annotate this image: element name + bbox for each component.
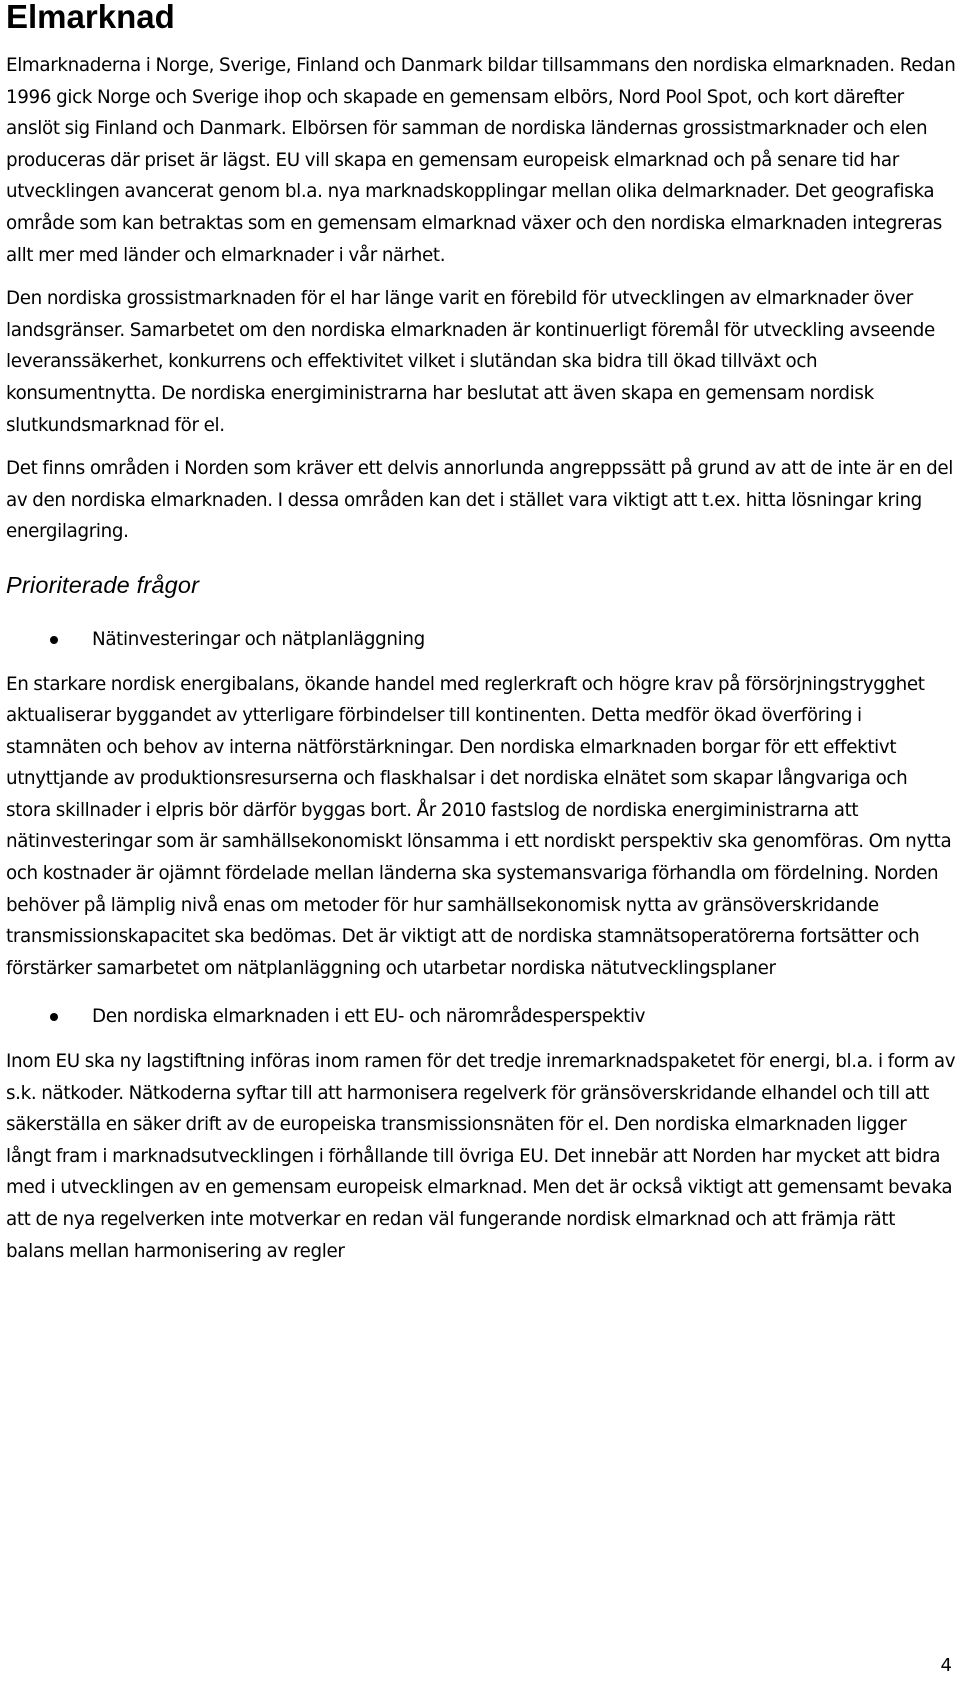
third-paragraph: Det finns områden i Norden som kräver ett delvis annorlunda angreppssätt på grund av att de inte är en del av den nordiska elmarknaden. I dessa områden kan det i stället vara viktigt att t.ex. hitta lösningar kring energilagring. (6, 458, 953, 543)
bullet-label: Nätinvesteringar och nätplanläggning (92, 628, 425, 650)
bullet-dot-icon (50, 636, 58, 644)
document-page (6, 0, 956, 1267)
bullet-paragraph: En starkare nordisk energibalans, ökande handel med reglerkraft och högre krav på försörjningstrygghet aktualiserar byggandet av ytterligare förbindelser till kontinenten. Detta medför ökad överföring i stamnäten och behov av interna nätförstärkningar. Den nordiska elmarknaden borgar för ett effektivt utnyttjande av produktionsresurserna och flaskhalsar i det nordiska elnätet som skapar långvariga och stora skillnader i elpris bör därför byggas bort. År 2010 fastslog de nordiska energiministrarna att nätinvesteringar som är samhällsekonomiskt lönsamma i ett nordiskt perspektiv ska genomföras. Om nytta och kostnader är ojämnt fördelade mellan länderna ska systemansvariga förhandla om fördelning. Norden behöver på lämplig nivå enas om metoder för hur samhällsekonomisk nytta av gränsöverskridande transmissionskapacitet ska bedömas. Det är viktigt att de nordiska stamnätsoperatörerna fortsätter och förstärker samarbetet om nätplanläggning och utarbetar nordiska nätutvecklingsplaner (6, 673, 952, 979)
bullet-paragraph: Inom EU ska ny lagstiftning införas inom ramen för det tredje inremarknadspaketet för energi, bl.a. i form av s.k. nätkoder. Nätkoderna syftar till att harmonisera regelverk för gränsöverskridande elhandel och till att säkerställa en säker drift av de europeiska transmissionsnäten för el. Den nordiska elmarknaden ligger långt fram i marknadsutvecklingen i förhållande till övriga EU. Det innebär att Norden har mycket att bidra med i utvecklingen av en gemensam europeisk elmarknad. Men det är också viktigt att gemensamt bevaka att de nya regelverken inte motverkar en redan väl fungerande nordisk elmarknad och att främja rätt balans mellan harmonisering av regler (6, 1051, 956, 1262)
second-paragraph: Den nordiska grossistmarknaden för el har länge varit en förebild för utvecklingen av elmarknader över landsgränser. Samarbetet om den nordiska elmarknaden är kontinuerligt föremål för utveckling avseende leveranssäkerhet, konkurrens och effektivitet vilket i slutändan ska bidra till ökad tillväxt och konsumentnytta. De nordiska energiministrarna har beslutat att även skapa en gemensam nordisk slutkundsmarknad för el. (6, 288, 935, 436)
bullet-dot-icon (50, 1013, 58, 1021)
page-number: 4 (940, 1655, 952, 1676)
bullet-item (50, 1001, 956, 1033)
intro-paragraph: Elmarknaderna i Norge, Sverige, Finland och Danmark bildar tillsammans den nordiska elmarknaden. Redan 1996 gick Norge och Sverige ihop och skapade en gemensam elbörs, Nord Pool Spot, och kort därefter anslöt sig Finland och Danmark. Elbörsen för samman de nordiska ländernas grossistmarknader och elen produceras där priset är lägst. EU vill skapa en gemensam europeisk elmarknad och på senare tid har utvecklingen avancerat genom bl.a. nya marknadskopplingar mellan olika delmarknader. Det geografiska område som kan betraktas som en gemensam elmarknad växer och den nordiska elmarknaden integreras allt mer med länder och elmarknader i vår närhet. (6, 55, 956, 266)
section-heading: Prioriterade frågor (6, 571, 200, 598)
page-title: Elmarknad (6, 0, 175, 35)
bullet-label: Den nordiska elmarknaden i ett EU- och närområdesperspektiv (92, 1006, 646, 1028)
bullet-item (50, 624, 956, 656)
